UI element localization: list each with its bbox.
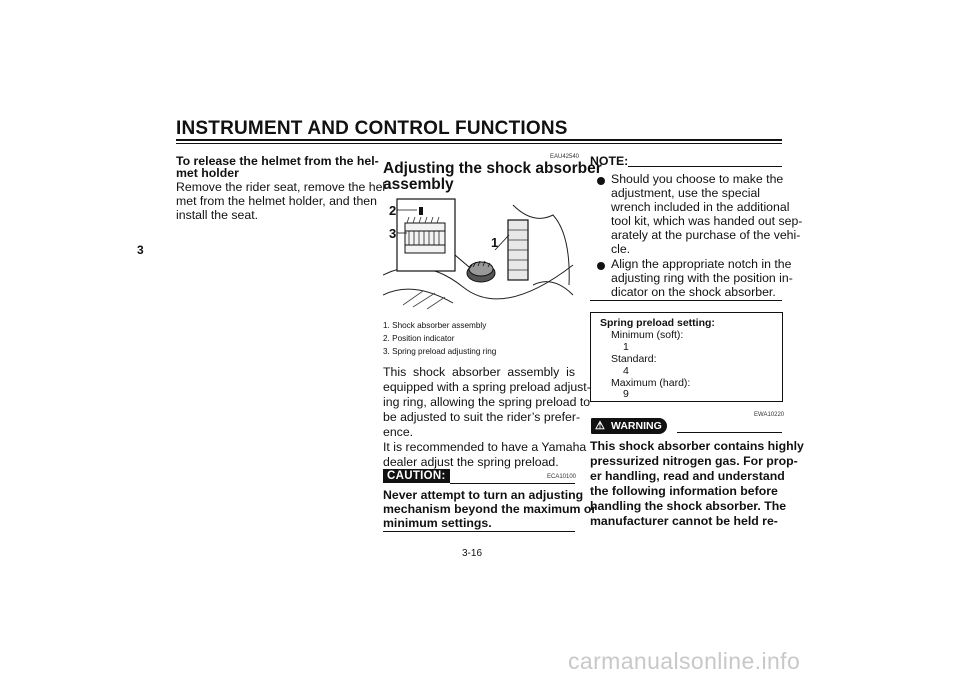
preload-max-value: 9 (623, 388, 629, 400)
preload-std-value: 4 (623, 365, 629, 377)
shock-body-line-7: dealer adjust the spring preload. (383, 455, 559, 469)
warning-label (591, 418, 667, 434)
note-label: NOTE: (590, 154, 629, 168)
callout-3: 3 (389, 226, 397, 241)
preload-std-label: Standard: (611, 353, 657, 365)
helmet-body-line-1: Remove the rider seat, remove the hel- (176, 180, 390, 194)
shock-absorber-figure (383, 195, 575, 312)
helmet-heading-line-2: met holder (176, 166, 239, 180)
caution-label: CAUTION: (383, 469, 450, 483)
warning-line-2: pressurized nitrogen gas. For prop- (590, 454, 798, 468)
shock-body-line-6: It is recommended to have a Yamaha (383, 440, 587, 454)
caution-line-2: mechanism beyond the maximum or (383, 502, 597, 516)
caution-rule-bottom (383, 531, 575, 532)
note-item-2-line-2: adjusting ring with the position in- (611, 271, 793, 285)
bullet-icon (597, 177, 605, 185)
chapter-tab: 3 (137, 243, 144, 257)
note-item-1-line-6: cle. (611, 242, 631, 256)
page-title: INSTRUMENT AND CONTROL FUNCTIONS (176, 118, 568, 139)
note-rule-bottom (590, 300, 782, 301)
note-item-2-line-1: Align the appropriate notch in the (611, 257, 792, 271)
warning-line-4: the following information before (590, 484, 778, 498)
figure-caption-1: 1. Shock absorber assembly (383, 321, 487, 330)
note-item-1-line-2: adjustment, use the special (611, 186, 761, 200)
shock-body-line-1: This shock absorber assembly is (383, 365, 575, 379)
caution-rule-top (450, 483, 575, 484)
warning-triangle-icon: ⚠ (595, 420, 605, 432)
figure-caption-2: 2. Position indicator (383, 334, 455, 343)
warning-line-5: handling the shock absorber. The (590, 499, 787, 513)
spring-preload-box (590, 312, 783, 402)
note-item-1-line-1: Should you choose to make the (611, 172, 784, 186)
section-title-line-1: Adjusting the shock absorber (383, 160, 602, 177)
shock-body-line-3: ing ring, allowing the spring preload to (383, 395, 591, 409)
shock-absorber-illustration (383, 195, 575, 312)
warning-line-3: er handling, read and understand (590, 469, 785, 483)
callout-2: 2 (389, 203, 397, 218)
preload-min-label: Minimum (soft): (611, 329, 684, 341)
callout-1: 1 (491, 235, 499, 250)
bullet-icon (597, 262, 605, 270)
preload-min-value: 1 (623, 341, 629, 353)
header-rule-thin (176, 143, 782, 144)
preload-title: Spring preload setting: (600, 317, 715, 329)
helmet-body-line-3: install the seat. (176, 208, 259, 222)
warning-rule-top (677, 432, 782, 433)
helmet-body-line-2: met from the helmet holder, and then (176, 194, 377, 208)
note-item-1-line-4: tool kit, which was handed out sep- (611, 214, 803, 228)
watermark: carmanualsonline.info (568, 648, 801, 674)
caution-line-3: minimum settings. (383, 516, 492, 530)
shock-body-line-5: ence. (383, 425, 414, 439)
shock-body-line-2: equipped with a spring preload adjust- (383, 380, 591, 394)
section-title-line-2: assembly (383, 176, 454, 193)
preload-max-label: Maximum (hard): (611, 377, 691, 389)
section-code: EAU42540 (550, 154, 580, 160)
caution-code: ECA10100 (547, 474, 577, 480)
note-item-2-line-3: dicator on the shock absorber. (611, 285, 776, 299)
helmet-heading-line-1: To release the helmet from the hel- (176, 154, 379, 168)
shock-body-line-4: be adjusted to suit the rider’s prefer- (383, 410, 581, 424)
warning-label-text: WARNING (611, 420, 662, 432)
warning-line-1: This shock absorber contains highly (590, 439, 804, 453)
header-rule (176, 139, 782, 141)
page-number: 3-16 (462, 548, 483, 559)
warning-code: EWA10220 (754, 412, 785, 418)
caution-line-1: Never attempt to turn an adjusting (383, 488, 584, 502)
note-item-1-line-3: wrench included in the additional (611, 200, 790, 214)
note-rule-top (628, 166, 782, 167)
warning-line-6: manufacturer cannot be held re- (590, 514, 778, 528)
note-item-1-line-5: arately at the purchase of the vehi- (611, 228, 801, 242)
figure-caption-3: 3. Spring preload adjusting ring (383, 347, 497, 356)
